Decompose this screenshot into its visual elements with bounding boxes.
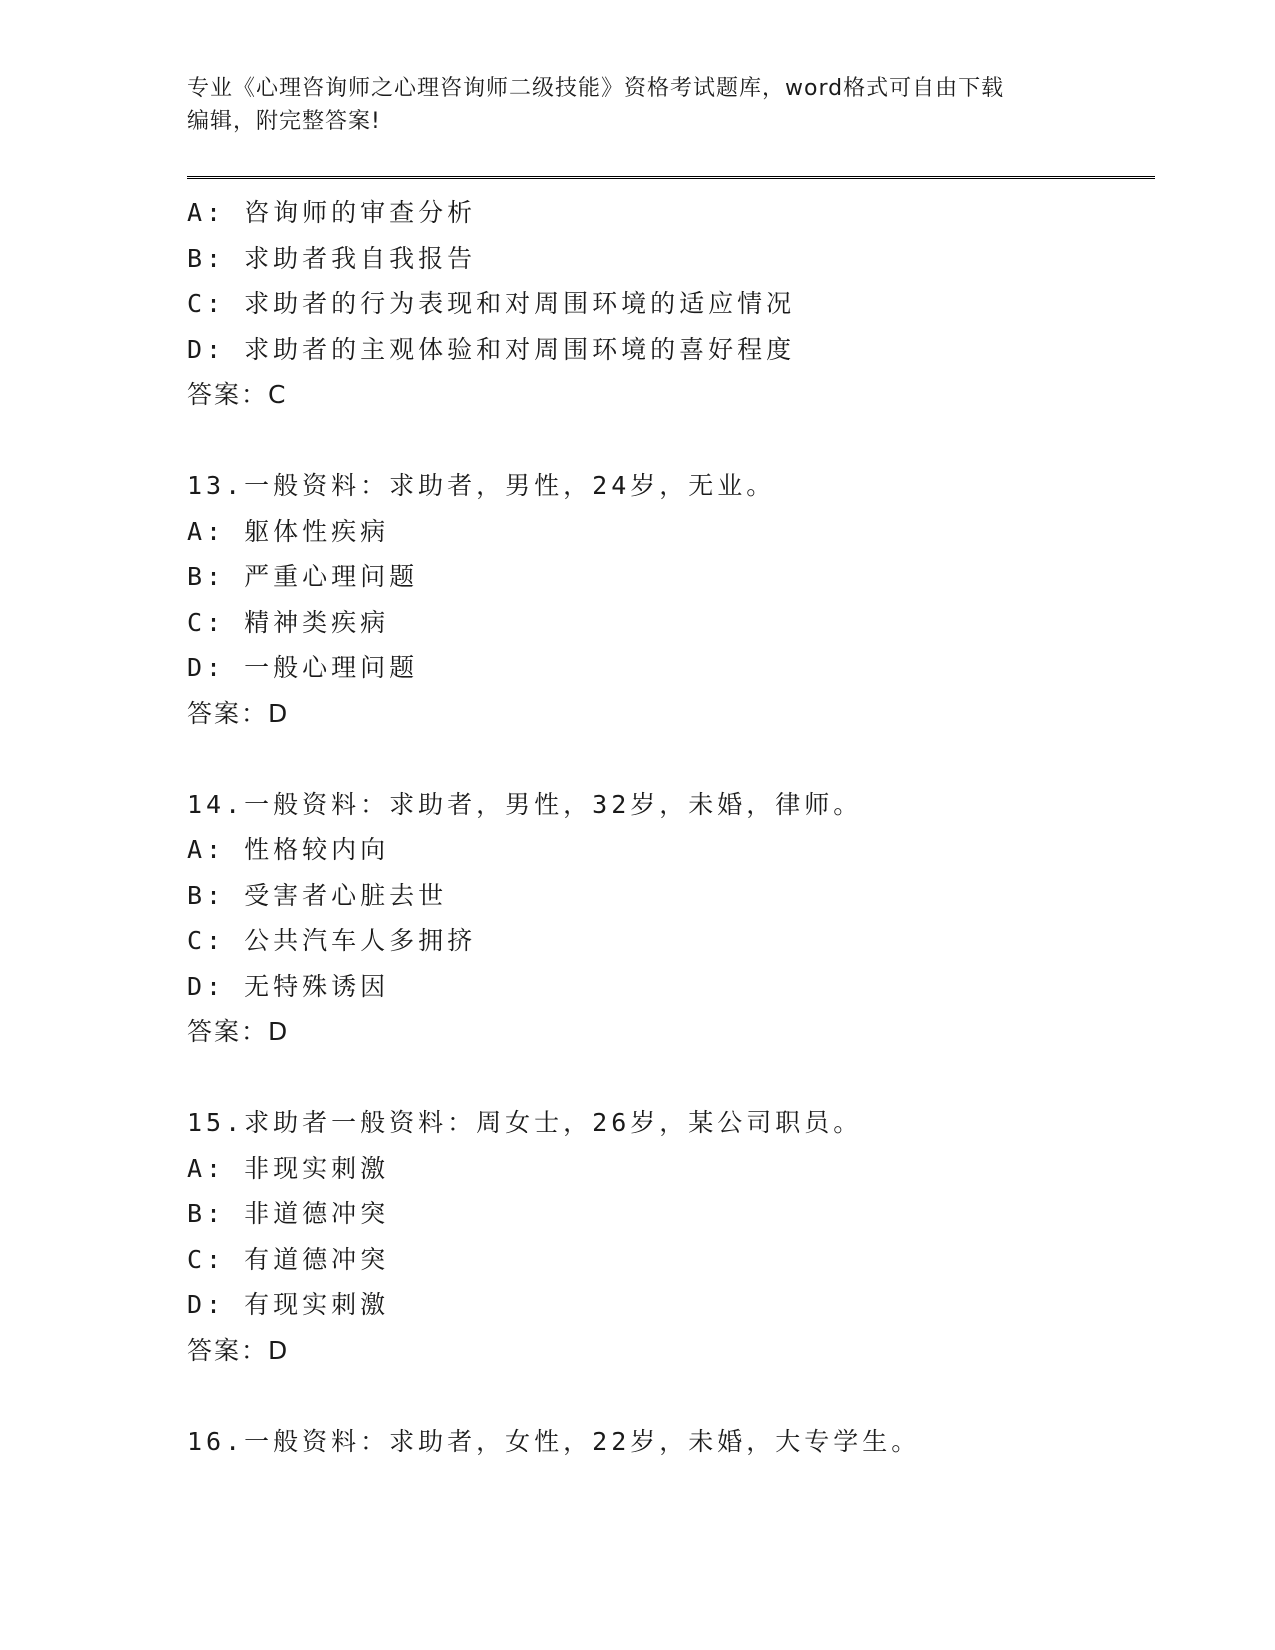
question-16 <box>187 1419 1155 1465</box>
header-line-2: 编辑，附完整答案! <box>187 109 381 134</box>
answer: 答案：D <box>187 698 290 728</box>
option-d: D: 无特殊诱因 <box>187 971 390 1001</box>
option-b: B: 非道德冲突 <box>187 1199 390 1228</box>
option-d: D: 一般心理问题 <box>187 653 419 682</box>
question-stem: 14.一般资料：求助者，男性，32岁，未婚，律师。 <box>187 789 863 819</box>
answer: 答案：D <box>187 1335 290 1365</box>
option-c: C: 有道德冲突 <box>187 1244 390 1274</box>
option-b: B: 受害者心脏去世 <box>187 880 448 910</box>
question-13 <box>187 463 1155 736</box>
option-c: C: 公共汽车人多拥挤 <box>187 926 477 955</box>
question-stem: 15.求助者一般资料：周女士，26岁，某公司职员。 <box>187 1108 863 1137</box>
question-15 <box>187 1100 1155 1373</box>
option-a: A: 躯体性疾病 <box>187 516 390 546</box>
option-d: D: 有现实刺激 <box>187 1290 390 1319</box>
answer: 答案：C <box>187 380 288 409</box>
option-d: D: 求助者的主观体验和对周围环境的喜好程度 <box>187 334 796 364</box>
option-a: A: 性格较内向 <box>187 835 390 864</box>
question-stem: 16.一般资料：求助者，女性，22岁，未婚，大专学生。 <box>187 1426 921 1456</box>
option-b: B: 严重心理问题 <box>187 562 419 591</box>
option-c: C: 精神类疾病 <box>187 607 390 637</box>
header-divider <box>187 176 1155 179</box>
answer: 答案：D <box>187 1017 290 1046</box>
question-list <box>187 190 1155 1464</box>
question-stem: 13.一般资料：求助者，男性，24岁，无业。 <box>187 471 776 500</box>
question-14 <box>187 782 1155 1055</box>
option-a: A: 咨询师的审查分析 <box>187 198 477 227</box>
option-b: B: 求助者我自我报告 <box>187 243 477 273</box>
header-line-1: 专业《心理咨询师之心理咨询师二级技能》资格考试题库，word格式可自由下载 <box>187 76 1005 101</box>
option-a: A: 非现实刺激 <box>187 1153 390 1183</box>
option-c: C: 求助者的行为表现和对周围环境的适应情况 <box>187 289 796 318</box>
page-header <box>187 72 1087 138</box>
question-12-continued <box>187 190 1155 418</box>
